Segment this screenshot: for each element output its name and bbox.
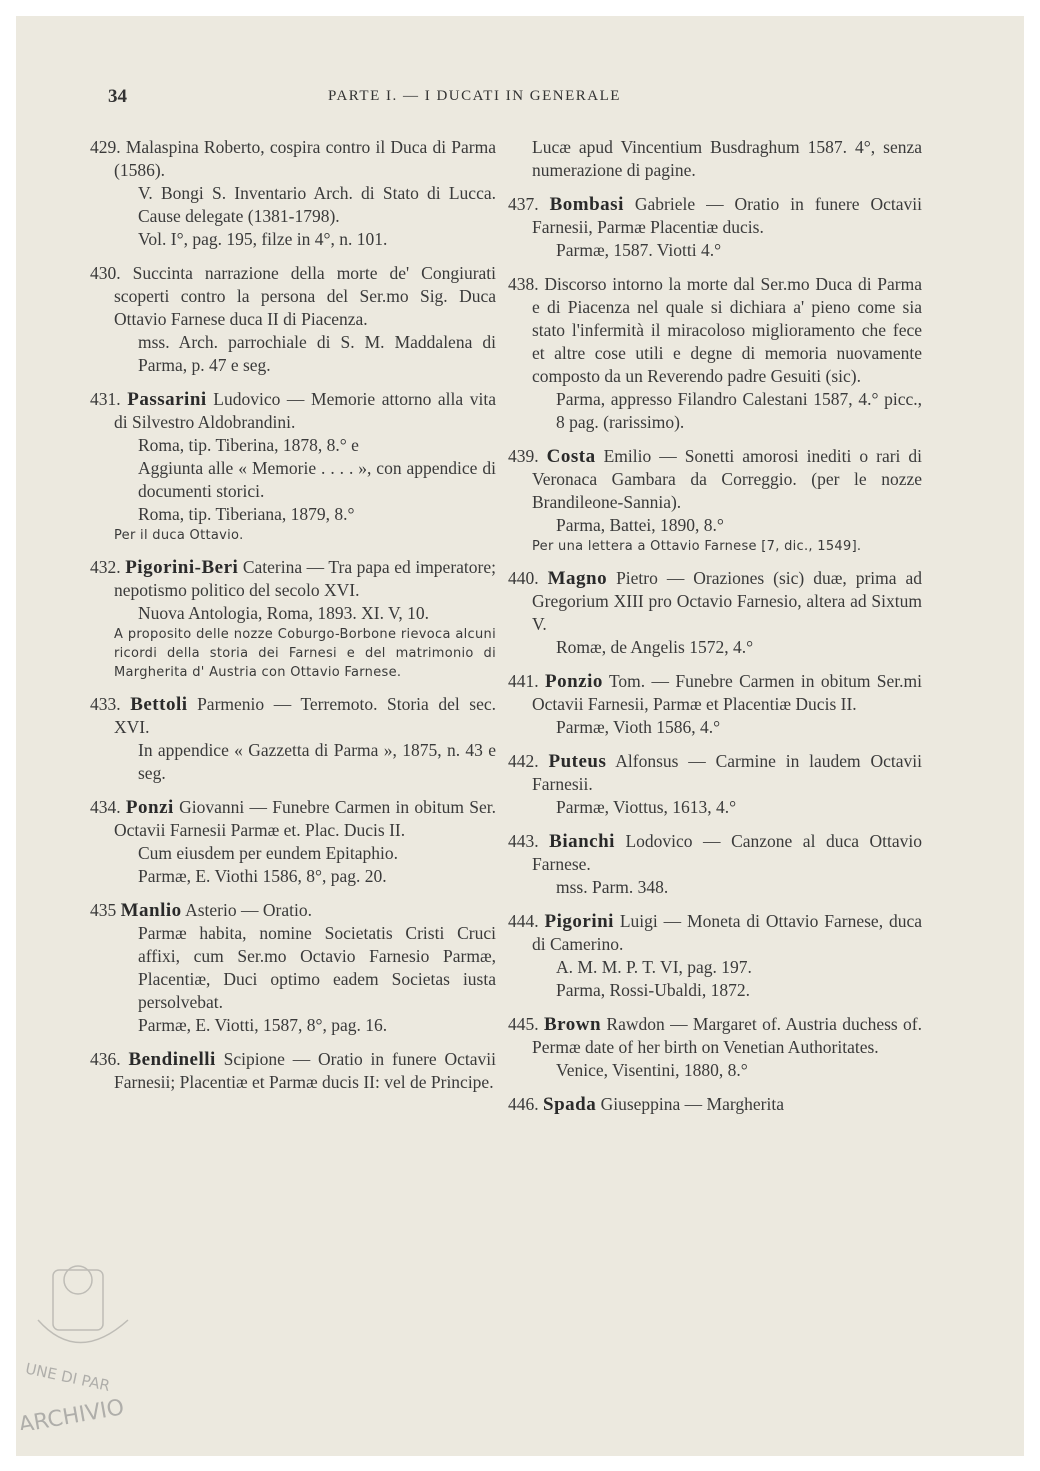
entry-heading — [90, 136, 496, 182]
bibliography-entry — [508, 830, 922, 899]
bibliography-entry — [508, 567, 922, 659]
entry-author: Bettoli — [130, 694, 188, 715]
entry-heading — [508, 910, 922, 956]
bibliography-entry — [508, 670, 922, 739]
entry-number: 431. — [90, 389, 121, 409]
entry-heading — [508, 567, 922, 636]
entry-author: Brown — [543, 1014, 602, 1035]
entry-number: 442. — [508, 751, 539, 771]
bibliography-entry — [90, 556, 496, 682]
bibliography-entry — [508, 136, 922, 182]
entry-imprint: Parma, Battei, 1890, 8.° — [556, 515, 724, 535]
entry-title: Giuseppina — Margherita — [600, 1094, 784, 1114]
entry-heading — [508, 1013, 922, 1059]
entry-imprint: Lucæ apud Vincentium Busdraghum 1587. 4°, senza numerazione di pagine. — [532, 137, 922, 180]
bibliography-entry — [508, 910, 922, 1002]
entry-author: Puteus — [548, 751, 607, 772]
entry-imprint: Parmæ habita, nomine Societatis Cristi Cruci affixi, cum Ser.mo Octavio Farnesio Parmæ, Placentiæ, Duci optimo eadem Societas iusta persolvebat. — [138, 923, 496, 1012]
entry-imprint: In appendice « Gazzetta di Parma », 1875, n. 43 e seg. — [138, 740, 496, 783]
entry-number: 433. — [90, 694, 121, 714]
entry-imprint: Vol. I°, pag. 195, filze in 4°, n. 101. — [138, 229, 388, 249]
entry-imprint: Parmæ, E. Viotti, 1587, 8°, pag. 16. — [138, 1015, 388, 1035]
entry-title: Lodovico — Canzone al duca Ottavio Farnese. — [532, 831, 922, 874]
entry-title: Luigi — Moneta di Ottavio Farnese, duca di Camerino. — [532, 911, 922, 954]
entry-imprint: Cum eiusdem per eundem Epitaphio. — [138, 843, 399, 863]
entry-title: Succinta narrazione della morte de' Congiurati scoperti contro la persona del Ser.mo Sig. Duca Ottavio Farnese duca II di Piacenza. — [114, 263, 497, 329]
entry-author: Ponzi — [125, 797, 174, 818]
entry-imprint: Parma, Rossi-Ubaldi, 1872. — [556, 980, 750, 1000]
entry-imprint: Nuova Antologia, Roma, 1893. XI. V, 10. — [138, 603, 430, 623]
entry-author: Manlio — [120, 900, 182, 921]
entry-number: 446. — [508, 1094, 539, 1114]
entry-imprint: Aggiunta alle « Memorie . . . . », con appendice di documenti storici. — [138, 458, 496, 501]
entry-heading — [508, 1093, 922, 1116]
entry-number: 432. — [90, 557, 121, 577]
bibliography-entry — [508, 1093, 922, 1116]
entry-imprint: V. Bongi S. Inventario Arch. di Stato di Lucca. Cause delegate (1381-1798). — [138, 183, 496, 226]
entry-title: Alfonsus — Carmine in laudem Octavii Farnesii. — [532, 751, 922, 794]
entry-imprint: Roma, tip. Tiberiana, 1879, 8.° — [138, 504, 355, 524]
entry-number: 430. — [90, 263, 121, 283]
entry-title: Pietro — Oraziones (sic) duæ, prima ad Gregorium XIII pro Octavio Farnesio, altera ad Sixtum V. — [532, 568, 923, 634]
page-number: 34 — [108, 86, 127, 107]
entry-heading — [90, 1048, 496, 1094]
entry-heading — [508, 193, 922, 239]
entry-imprint: Parma, appresso Filandro Calestani 1587, 4.° picc., 8 pag. (rarissimo). — [556, 389, 922, 432]
entry-author: Spada — [543, 1094, 597, 1115]
entry-heading — [508, 750, 922, 796]
entry-heading — [90, 262, 496, 331]
entry-author: Bombasi — [549, 194, 624, 215]
running-header — [108, 86, 940, 116]
entry-heading — [508, 273, 922, 388]
entry-title: Gabriele — Oratio in funere Octavii Farnesii, Parmæ Placentiæ ducis. — [532, 194, 923, 237]
entry-title: Emilio — Sonetti amorosi inediti o rari di Veronaca Gambara da Correggio. (per le nozze Brandileone-Sannia). — [532, 446, 923, 512]
entry-number: 435 — [90, 900, 117, 920]
bibliography-entry — [508, 273, 922, 434]
entry-author: Costa — [546, 446, 596, 467]
entry-title: Parmenio — Terremoto. Storia del sec. XVI. — [114, 694, 497, 737]
entry-imprint: Parmæ, Viottus, 1613, 4.° — [556, 797, 737, 817]
entry-heading — [90, 388, 496, 434]
bibliography-entry — [90, 136, 496, 251]
entry-heading — [90, 796, 496, 842]
entry-number: 440. — [508, 568, 539, 588]
entry-heading — [90, 899, 496, 922]
entry-imprint: Roma, tip. Tiberina, 1878, 8.° e — [138, 435, 359, 455]
bibliography-entry — [90, 388, 496, 545]
entry-title: Discorso intorno la morte dal Ser.mo Duca di Parma e di Piacenza nel quale si dichiara a' pieno come sia stato l'infermità il miracoloso miglioramento che fece et altre cose utili e degne di memoria nuovamente composto da un Reverendo padre Gesuiti (sic). — [532, 274, 923, 386]
entry-heading — [90, 556, 496, 602]
entry-number: 443. — [508, 831, 539, 851]
entry-author: Magno — [547, 568, 608, 589]
svg-text:UNE DI PAR: UNE DI PAR — [23, 1359, 112, 1395]
entry-note: A proposito delle nozze Coburgo-Borbone rievoca alcuni ricordi della storia dei Farnesi e del matrimonio di Margherita d' Austria con Ottavio Farnese. — [114, 627, 496, 680]
entry-heading — [90, 693, 496, 739]
entry-imprint: Parmæ, 1587. Viotti 4.° — [556, 240, 722, 260]
entry-number: 438. — [508, 274, 539, 294]
entry-number: 436. — [90, 1049, 121, 1069]
entry-imprint: mss. Parm. 348. — [556, 877, 669, 897]
entry-number: 434. — [90, 797, 121, 817]
entry-number: 429. — [90, 137, 121, 157]
bibliography-entry — [90, 693, 496, 785]
entry-title: Tom. — Funebre Carmen in obitum Ser.mi Octavii Farnesii, Parmæ et Placentiæ Ducis II. — [532, 671, 923, 714]
entry-author: Ponzio — [545, 671, 603, 692]
entry-title: Rawdon — Margaret of. Austria duchess of. Permæ date of her birth on Venetian Authoritates. — [532, 1014, 923, 1057]
entry-heading — [508, 445, 922, 514]
svg-text:ARCHIVIO: ARCHIVIO — [18, 1395, 127, 1430]
entry-note: Per il duca Ottavio. — [114, 528, 244, 543]
entry-heading — [508, 670, 922, 716]
entry-imprint: Parmæ, E. Viothi 1586, 8°, pag. 20. — [138, 866, 387, 886]
right-column — [508, 136, 922, 1127]
entry-heading — [508, 830, 922, 876]
bibliography-entry — [508, 193, 922, 262]
entry-author: Pigorini — [544, 911, 614, 932]
entry-title: Caterina — Tra papa ed imperatore; nepotismo politico del secolo XVI. — [114, 557, 496, 600]
entry-number: 439. — [508, 446, 539, 466]
entry-author: Bendinelli — [128, 1049, 216, 1070]
bibliography-entry — [90, 262, 496, 377]
entry-number: 445. — [508, 1014, 539, 1034]
entry-title: Malaspina Roberto, cospira contro il Duca di Parma (1586). — [114, 137, 497, 180]
bibliography-entry — [90, 796, 496, 888]
bibliography-entry — [508, 445, 922, 556]
entry-note: Per una lettera a Ottavio Farnese [7, dic., 1549]. — [532, 539, 862, 554]
entry-title: Scipione — Oratio in funere Octavii Farnesii; Placentiæ et Parmæ ducis II: vel de Principe. — [114, 1049, 497, 1092]
left-column — [90, 136, 496, 1105]
entry-number: 444. — [508, 911, 539, 931]
entry-imprint: Romæ, de Angelis 1572, 4.° — [556, 637, 754, 657]
entry-title: Giovanni — Funebre Carmen in obitum Ser. Octavii Farnesii Parmæ et. Plac. Ducis II. — [114, 797, 497, 840]
entry-imprint: Parmæ, Vioth 1586, 4.° — [556, 717, 721, 737]
entry-author: Passarini — [127, 389, 207, 410]
entry-author: Bianchi — [549, 831, 615, 852]
entry-number: 437. — [508, 194, 539, 214]
entry-number: 441. — [508, 671, 539, 691]
bibliography-entry — [90, 1048, 496, 1094]
bibliography-entry — [90, 899, 496, 1037]
running-title: PARTE I. — I DUCATI IN GENERALE — [328, 88, 621, 104]
bibliography-entry — [508, 1013, 922, 1082]
entry-title: Ludovico — Memorie attorno alla vita di Silvestro Aldobrandini. — [114, 389, 496, 432]
archive-stamp — [18, 1230, 168, 1430]
entry-imprint: mss. Arch. parrochiale di S. M. Maddalena di Parma, p. 47 e seg. — [138, 332, 496, 375]
entry-imprint: Venice, Visentini, 1880, 8.° — [556, 1060, 748, 1080]
entry-author: Pigorini-Beri — [125, 557, 239, 578]
bibliography-entry — [508, 750, 922, 819]
entry-title: Asterio — Oratio. — [185, 900, 312, 920]
entry-imprint: A. M. M. P. T. VI, pag. 197. — [556, 957, 752, 977]
